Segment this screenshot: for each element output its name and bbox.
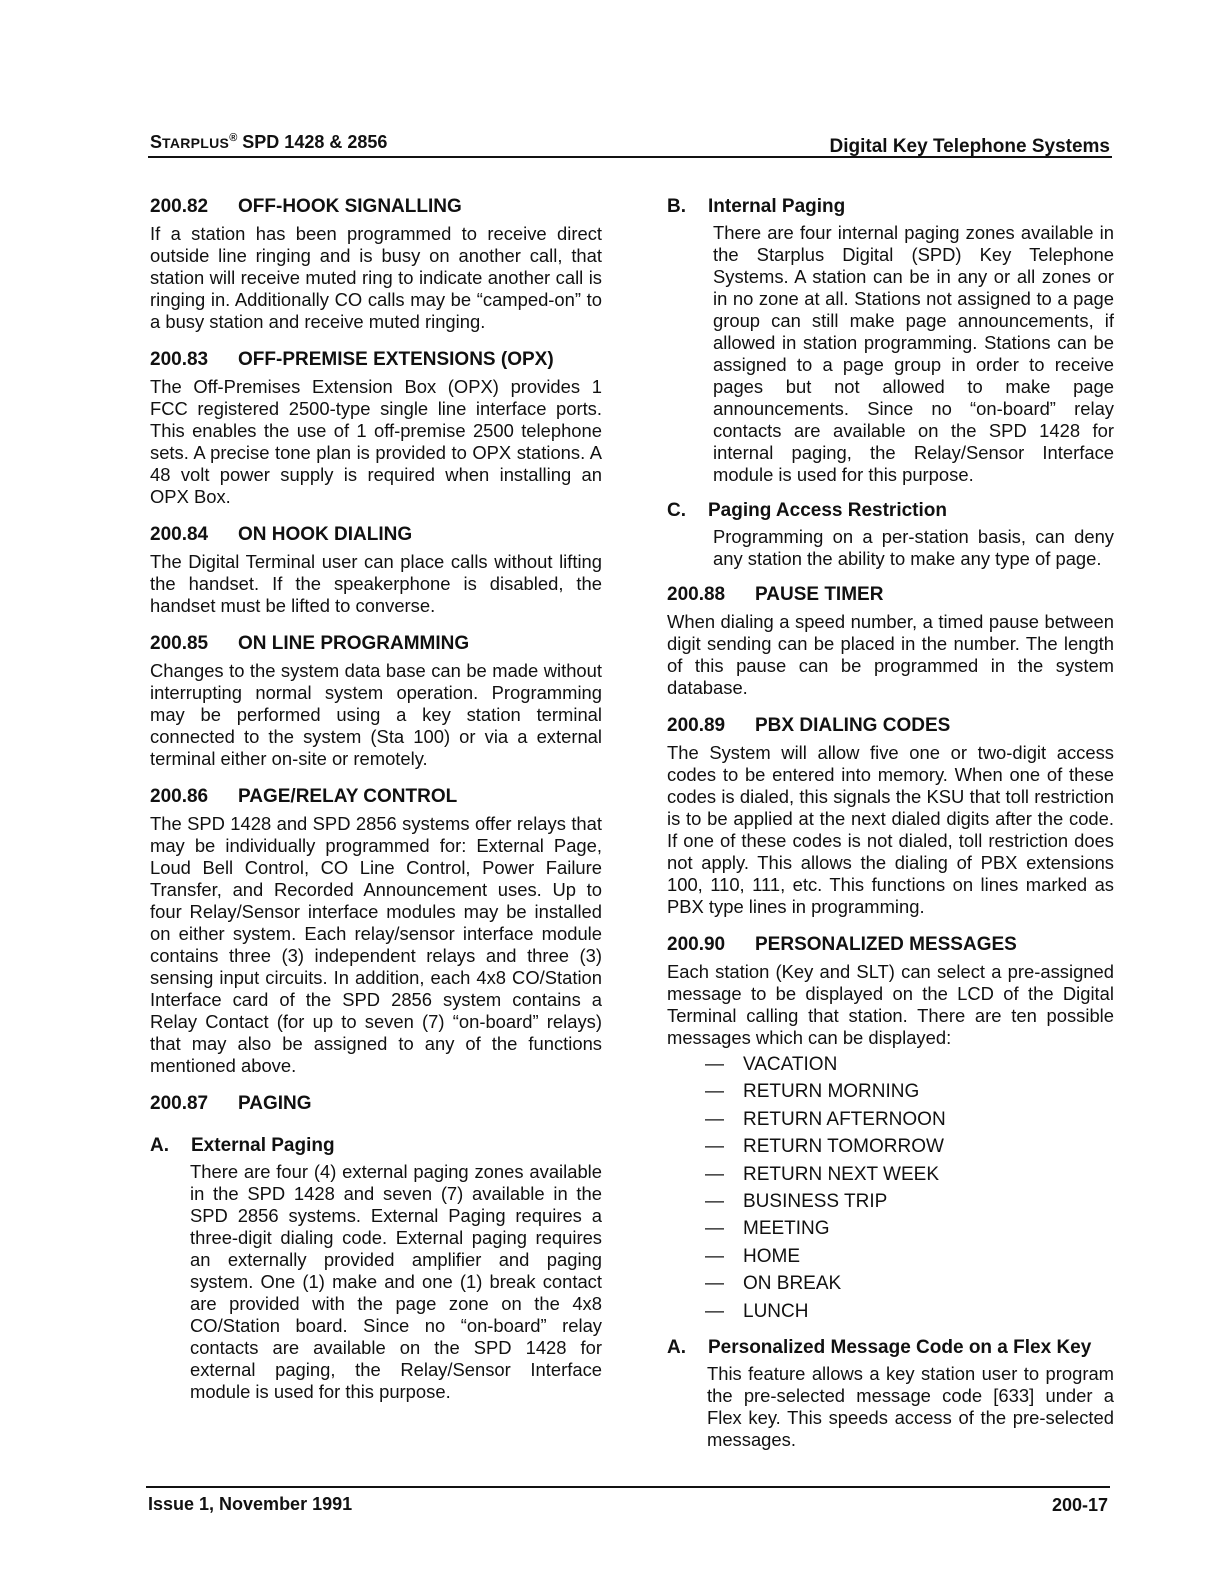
footer-issue: Issue 1, November 1991 — [148, 1494, 353, 1514]
product-model: SPD 1428 & 2856 — [237, 132, 388, 152]
subsection-title: B. Internal Paging — [667, 196, 846, 217]
page-header — [148, 126, 1112, 158]
list-item: — RETURN TOMORROW — [705, 1136, 944, 1158]
section-title: 200.87 PAGING — [150, 1093, 312, 1114]
header-system-title: Digital Key Telephone Systems — [829, 136, 1110, 157]
subsection-title: C. Paging Access Restriction — [667, 500, 947, 521]
section-body: Each station (Key and SLT) can select a pre-assigned message to be displayed on the LCD of the Digital Terminal calling that station. There are ten possible messages which can be displayed: — [667, 961, 1114, 1048]
section-title: 200.90 PERSONALIZED MESSAGES — [667, 934, 1017, 955]
subsection-body: There are four (4) external paging zones available in the SPD 1428 and seven (7) available in the SPD 2856 systems. External Paging requires a three-digit dialing code. External paging requires an externally provided amplifier and paging system. One (1) make and one (1) break contact are provided with the page zone on the 4x8 CO/Station board. Since no “on-board” relay contacts are available on the SPD 1428 for external paging, the Relay/Sensor Interface module is used for this purpose. — [190, 1161, 602, 1402]
brand-initial: S — [150, 132, 163, 152]
section-title: 200.85 ON LINE PROGRAMMING — [150, 633, 470, 654]
section-title: 200.84 ON HOOK DIALING — [150, 524, 413, 545]
subsection — [667, 500, 1114, 570]
list-item: — RETURN AFTERNOON — [705, 1108, 946, 1130]
page-number: 200-17 — [1051, 1495, 1108, 1515]
section-title: 200.89 PBX DIALING CODES — [667, 715, 951, 736]
left-column — [150, 196, 602, 1417]
subsection-title: A. Personalized Message Code on a Flex Key — [667, 1336, 1092, 1358]
list-item: — LUNCH — [705, 1300, 809, 1322]
subsection-body: This feature allows a key station user to program the pre-selected message code [633] under a Flex key. This speeds access of the pre-selected messages. — [707, 1362, 1114, 1450]
section-body: If a station has been programmed to receive direct outside line ringing and is busy on another call, that station will receive muted ring to indicate another call is ringing in. Additionally CO calls may be “camped-on” to a busy station and receive muted ringing. — [150, 223, 602, 332]
section-body: The Digital Terminal user can place calls without lifting the handset. If the speakerphone is disabled, the handset must be lifted to converse. — [150, 551, 602, 616]
subsection-title: A. External Paging — [150, 1135, 335, 1156]
subsection-body: Programming on a per-station basis, can deny any station the ability to make any type of page. — [713, 526, 1114, 569]
right-column — [667, 196, 1114, 1465]
list-item: — ON BREAK — [705, 1273, 842, 1295]
brand-name: TARPLUS — [162, 135, 230, 151]
list-item: — VACATION — [705, 1054, 838, 1075]
section-body: The SPD 1428 and SPD 2856 systems offer relays that may be individually programmed for: External Page, Loud Bell Control, CO Line Control, Power Failure Transfer, and Recorded Announcement uses. Up to four Relay/Sensor interface modules may be installed on either system. Each relay/sensor interface module contains three (3) independent relays and three (3) sensing input circuits. In addition, each 4x8 CO/Station Interface card of the SPD 2856 system contains a Relay Contact (for up to seven (7) “on-board” relays) that may also be assigned to any of the functions mentioned above. — [150, 813, 602, 1076]
page-footer — [146, 1486, 1110, 1518]
list-item: — RETURN MORNING — [705, 1081, 920, 1103]
message-list — [705, 1051, 1114, 1325]
section-title: 200.82 OFF-HOOK SIGNALLING — [150, 196, 462, 217]
section-body: The System will allow five one or two-digit access codes to be entered into memory. When one of these codes is dialed, this signals the KSU that toll restriction is to be applied at the next dialed digits after the code. If one of these codes is not dialed, toll restriction does not apply. This allows the dialing of PBX extensions 100, 110, 111, etc. This functions on lines marked as PBX type lines in programming. — [667, 742, 1114, 917]
section-body: The Off-Premises Extension Box (OPX) provides 1 FCC registered 2500-type single line interface ports. This enables the use of 1 off-premise 2500 telephone sets. A precise tone plan is provided to OPX stations. A 48 volt power supply is required when installing an OPX Box. — [150, 376, 602, 507]
section-body: Changes to the system data base can be made without interrupting normal system operation. Programming may be performed using a key station terminal connected to the system (Sta 100) or via a external terminal either on-site or remotely. — [150, 660, 602, 769]
list-item: — BUSINESS TRIP — [705, 1190, 888, 1212]
subsection-body: There are four internal paging zones available in the Starplus Digital (SPD) Key Telephone Systems. A station can be in any or all zones or in no zone at all. Stations not assigned to a page group can still make page announcements, if allowed in station programming. Stations can be assigned to a page group in order to receive pages but not allowed to make page announcements. Since no “on-board” relay contacts are available on the SPD 1428 for internal paging, the Relay/Sensor Interface module is used for this purpose. — [713, 222, 1114, 485]
list-item: — RETURN NEXT WEEK — [705, 1163, 940, 1185]
registered-mark: ® — [229, 132, 238, 144]
subsection — [667, 196, 1114, 486]
section-body: When dialing a speed number, a timed pause between digit sending can be placed in the number. The length of this pause can be programmed in the system database. — [667, 611, 1114, 698]
list-item: — MEETING — [705, 1218, 830, 1240]
subsection — [150, 1135, 602, 1403]
header-product-title — [150, 132, 387, 153]
list-item: — HOME — [705, 1245, 800, 1267]
section-title: 200.88 PAUSE TIMER — [667, 584, 884, 605]
section-title: 200.86 PAGE/RELAY CONTROL — [150, 786, 458, 807]
subsection — [667, 1337, 1114, 1451]
section-title: 200.83 OFF-PREMISE EXTENSIONS (OPX) — [150, 349, 554, 370]
